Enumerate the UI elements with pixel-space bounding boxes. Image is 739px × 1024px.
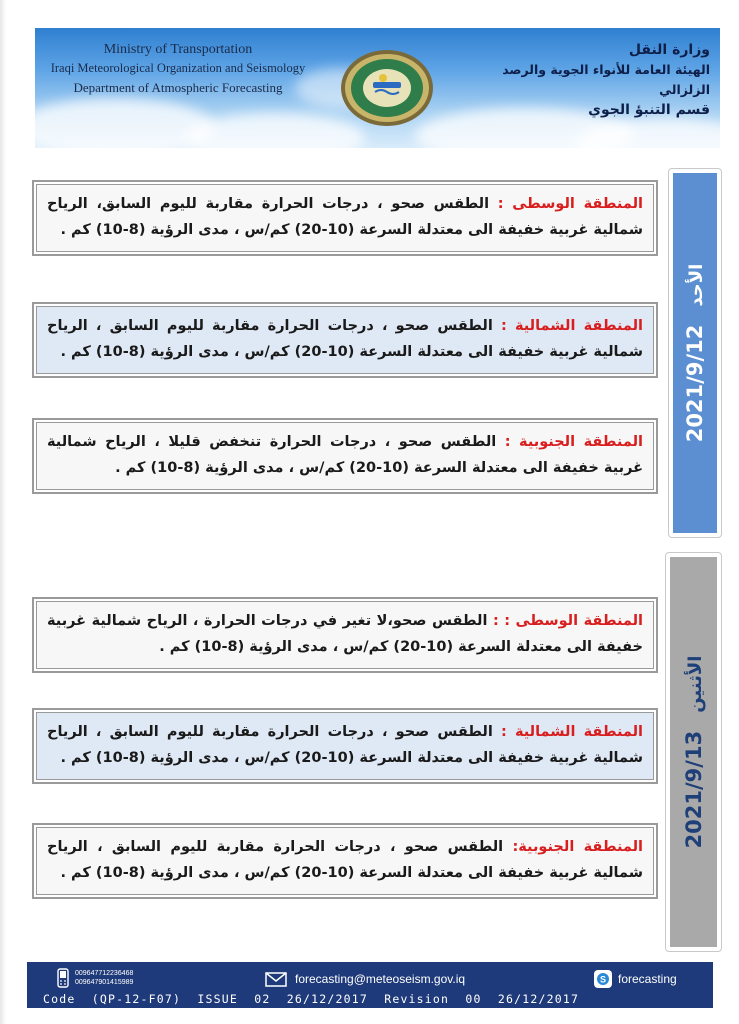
forecast-box-day1-central: [32, 180, 658, 256]
forecast-box-day2-south: [32, 823, 658, 899]
organization-name-ar: الهيئة العامة للأنواء الجوية والرصد الزلزالي: [502, 62, 710, 97]
forecast-text: الطقس صحو،لا تغير في درجات الحرارة ، الرياح شمالية غربية خفيفة الى معتدلة السرعة (10-20) كم/س ، مدى الرؤية (8-10) كم .: [47, 613, 643, 655]
skype-handle[interactable]: forecasting: [618, 972, 677, 986]
weekday-day2: الأثنين: [684, 655, 706, 713]
forecast-text: الطقس صحو ، درجات الحرارة تنخفض قليلا ، الرياح شمالية غربية خفيفة الى معتدلة السرعة (10-20) كم/س ، مدى الرؤية (8-10) كم .: [47, 434, 643, 476]
forecast-box-day1-south: [32, 418, 658, 494]
header-banner: [35, 28, 720, 148]
region-label: المنطقة الجنوبية:: [512, 839, 643, 855]
region-label: المنطقة الشمالية :: [500, 318, 643, 334]
forecast-text: الطقس صحو ، درجات الحرارة مقاربة لليوم السابق ، الرياح شمالية غربية خفيفة الى معتدلة السرعة (10-20) كم/س ، مدى الرؤية (8-10) كم .: [47, 724, 643, 766]
document-code: Code (QP-12-F07) ISSUE 02 26/12/2017 Revision 00 26/12/2017: [43, 992, 580, 1006]
date-bar-day2: [665, 552, 722, 952]
region-label: المنطقة الوسطى :: [497, 196, 643, 212]
phone-numbers: [75, 969, 133, 987]
mail-icon: [265, 972, 287, 987]
date-day1: 2021/9/12: [683, 324, 707, 443]
department-name-ar: قسم التنبؤ الجوي: [588, 102, 710, 118]
organization-name-en: Iraqi Meteorological Organization and Seismology: [50, 61, 306, 75]
forecast-text: الطقس صحو ، درجات الحرارة مقاربة لليوم السابق ، الرياح شمالية غربية خفيفة الى معتدلة السرعة (10-20) كم/س ، مدى الرؤية (8-10) كم .: [47, 318, 643, 360]
region-label: المنطقة الجنوبية :: [504, 434, 643, 450]
phone-icon: [57, 968, 69, 988]
forecast-box-day2-north: [32, 708, 658, 784]
footer-bar: [27, 962, 713, 1008]
ministry-name-en: Ministry of Transportation: [103, 42, 253, 57]
ministry-name-ar: وزارة النقل: [628, 42, 710, 58]
date-bar-day1: [668, 168, 722, 538]
date-day2: 2021/9/13: [681, 730, 706, 849]
region-label: المنطقة الوسطى : :: [492, 613, 643, 629]
arabic-header: [470, 40, 710, 120]
email-link[interactable]: forecasting@meteoseism.gov.iq: [295, 972, 466, 986]
date-label-day2: [682, 656, 706, 849]
phone-number-2: 009647901415989: [75, 979, 134, 986]
page-edge: [0, 0, 6, 1024]
weekday-day1: الأحد: [686, 263, 707, 307]
english-header: [43, 40, 313, 97]
date-label-day1: [683, 264, 707, 443]
forecast-text: الطقس صحو ، درجات الحرارة مقاربة لليوم السابق ، الرياح شمالية غربية خفيفة الى معتدلة السرعة (10-20) كم/س ، مدى الرؤية (8-10) كم .: [47, 839, 643, 881]
region-label: المنطقة الشمالية :: [500, 724, 643, 740]
svg-text:S: S: [599, 974, 607, 985]
forecast-text: الطقس صحو ، درجات الحرارة مقاربة لليوم السابق، الرياح شمالية غربية خفيفة الى معتدلة السرعة (10-20) كم/س ، مدى الرؤية (8-10) كم .: [47, 196, 643, 238]
organization-seal-icon: [339, 48, 435, 128]
skype-icon: [593, 969, 613, 989]
phone-number-1: 009647712236468: [75, 970, 134, 977]
forecast-box-day1-north: [32, 302, 658, 378]
forecast-box-day2-central: [32, 597, 658, 673]
department-name-en: Department of Atmospheric Forecasting: [73, 80, 283, 95]
